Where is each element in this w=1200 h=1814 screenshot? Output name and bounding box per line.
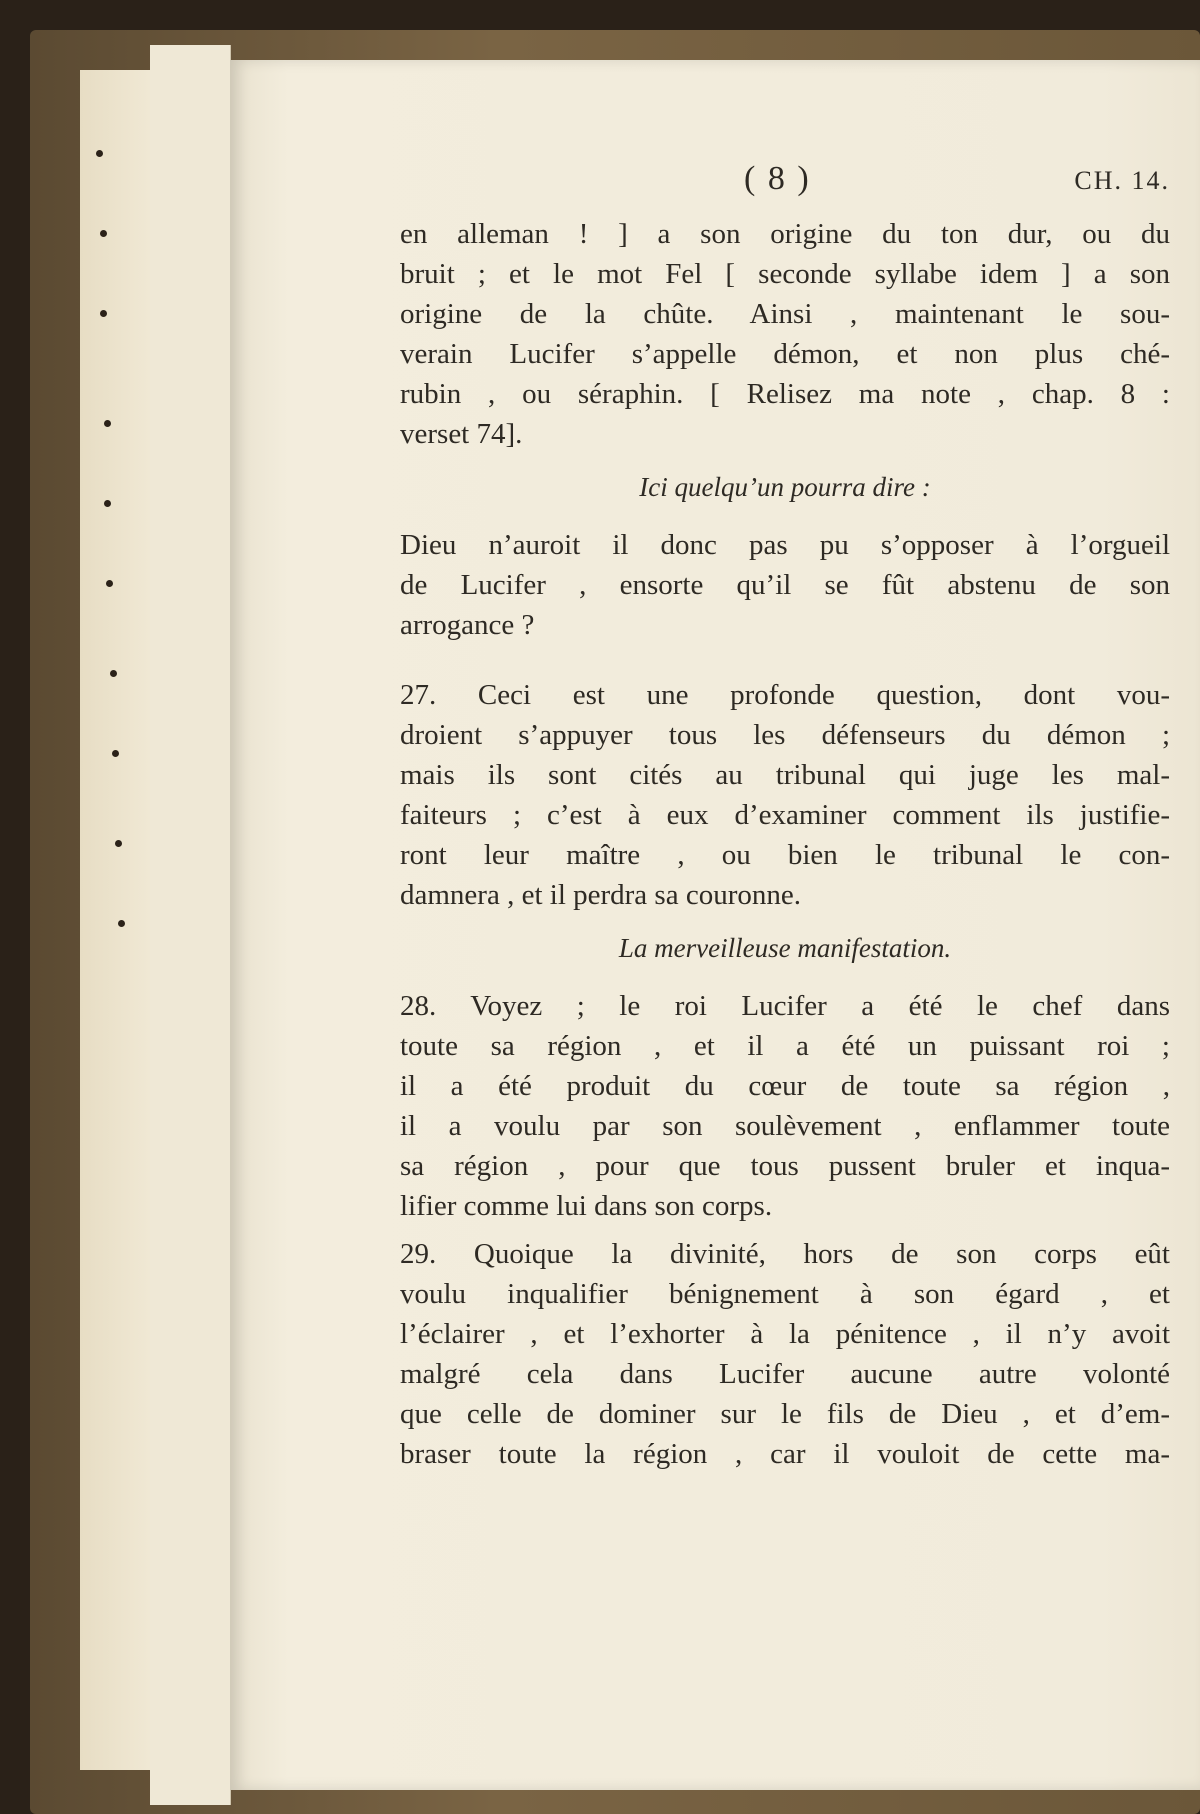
text-line: origine de la chûte. Ainsi , maintenant le sou- bbox=[400, 298, 1170, 330]
paragraph-1 bbox=[230, 214, 1180, 454]
text-line: arrogance ? bbox=[400, 609, 535, 641]
text-line: 27. Ceci est une profonde question, dont vou- bbox=[400, 679, 1170, 711]
binding-hole bbox=[112, 750, 119, 757]
text-line: toute sa région , et il a été un puissant roi ; bbox=[400, 1030, 1170, 1062]
text-line: ront leur maître , ou bien le tribunal le con- bbox=[400, 839, 1170, 871]
binding-hole bbox=[100, 310, 107, 317]
text-line: l’éclairer , et l’exhorter à la pénitence , il n’y avoit bbox=[400, 1318, 1170, 1350]
text-line: 29. Quoique la divinité, hors de son corps eût bbox=[400, 1238, 1170, 1270]
text-line: bruit ; et le mot Fel [ seconde syllabe idem ] a son bbox=[400, 258, 1170, 290]
text-line: verset 74]. bbox=[400, 418, 523, 450]
text-line: que celle de dominer sur le fils de Dieu , et d’em- bbox=[400, 1398, 1170, 1430]
page-header bbox=[230, 160, 1180, 214]
text-line: verain Lucifer s’appelle démon, et non plus ché- bbox=[400, 338, 1170, 370]
binding-hole bbox=[106, 580, 113, 587]
binding-gutter bbox=[80, 70, 150, 1770]
page-edge bbox=[150, 45, 231, 1805]
text-line: mais ils sont cités au tribunal qui juge les mal- bbox=[400, 759, 1170, 791]
text-line: de Lucifer , ensorte qu’il se fût abstenu de son bbox=[400, 569, 1170, 601]
text-line: en alleman ! ] a son origine du ton dur, ou du bbox=[400, 218, 1170, 250]
binding-hole bbox=[104, 420, 111, 427]
text-line: braser toute la région , car il vouloit de cette ma- bbox=[400, 1438, 1170, 1470]
text-line: damnera , et il perdra sa couronne. bbox=[400, 879, 801, 911]
paragraph-28 bbox=[230, 986, 1180, 1226]
chapter-marker: CH. 14. bbox=[1074, 166, 1170, 195]
page-text bbox=[230, 160, 1180, 1474]
text-line: rubin , ou séraphin. [ Relisez ma note , chap. 8 : bbox=[400, 378, 1170, 410]
text-line: faiteurs ; c’est à eux d’examiner comment ils justifie- bbox=[400, 799, 1170, 831]
text-line: droient s’appuyer tous les défenseurs du démon ; bbox=[400, 719, 1170, 751]
binding-hole bbox=[96, 150, 103, 157]
binding-hole bbox=[115, 840, 122, 847]
section-heading: La merveilleuse manifestation. bbox=[618, 933, 952, 963]
text-line: il a été produit du cœur de toute sa région , bbox=[400, 1070, 1170, 1102]
text-line: lifier comme lui dans son corps. bbox=[400, 1190, 773, 1222]
binding-hole bbox=[110, 670, 117, 677]
binding-hole bbox=[104, 500, 111, 507]
section-heading: Ici quelqu’un pourra dire : bbox=[639, 472, 931, 502]
binding-hole bbox=[118, 920, 125, 927]
paragraph-27 bbox=[230, 675, 1180, 915]
binding-hole bbox=[100, 230, 107, 237]
text-line: voulu inqualifier bénignement à son égard , et bbox=[400, 1278, 1170, 1310]
text-line: 28. Voyez ; le roi Lucifer a été le chef dans bbox=[400, 990, 1170, 1022]
paragraph-29 bbox=[230, 1234, 1180, 1474]
paragraph-2 bbox=[230, 525, 1180, 645]
text-line: sa région , pour que tous pussent bruler et inqua- bbox=[400, 1150, 1170, 1182]
text-line: il a voulu par son soulèvement , enflammer toute bbox=[400, 1110, 1170, 1142]
page-number: ( 8 ) bbox=[744, 160, 811, 197]
text-line: malgré cela dans Lucifer aucune autre volonté bbox=[400, 1358, 1170, 1390]
text-line: Dieu n’auroit il donc pas pu s’opposer à l’orgueil bbox=[400, 529, 1170, 561]
